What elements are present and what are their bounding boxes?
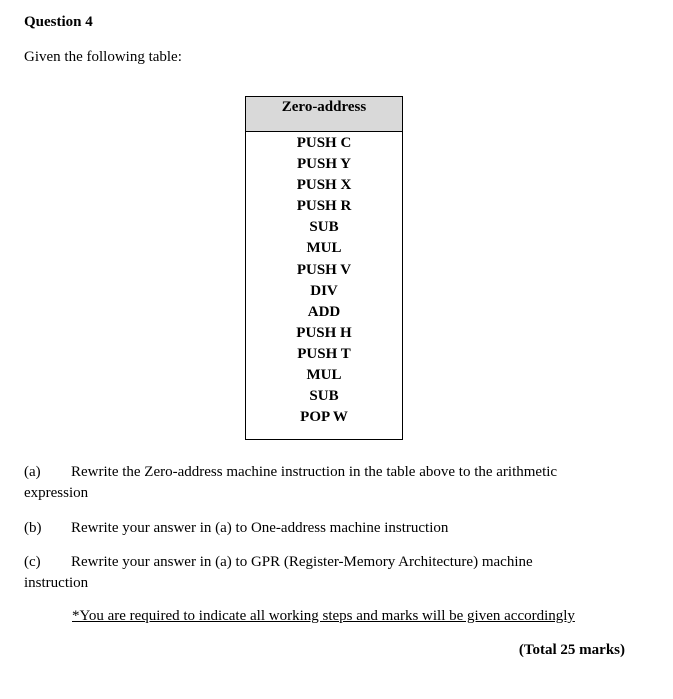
part-a-label: (a) <box>24 464 41 480</box>
table-row: PUSH R <box>296 198 352 215</box>
table-row: DIV <box>310 282 338 299</box>
part-b-label: (b) <box>24 520 42 536</box>
table-row: PUSH C <box>296 135 352 151</box>
table-row: ADD <box>307 303 341 320</box>
table-row: PUSH V <box>296 261 352 278</box>
intro-text: Given the following table: <box>24 49 182 65</box>
part-a-text: Rewrite the Zero-address machine instruction in the table above to the arithmetic <box>71 464 558 480</box>
question-title: Question 4 <box>24 14 93 30</box>
table-row: POP W <box>300 409 348 426</box>
table-row: MUL <box>306 240 342 257</box>
table-row: MUL <box>306 367 342 384</box>
total-marks: (Total 25 marks) <box>518 642 625 658</box>
table-row: PUSH X <box>296 177 352 194</box>
part-c <box>24 552 624 594</box>
table-row: PUSH T <box>297 345 351 362</box>
table-row: PUSH Y <box>296 156 352 173</box>
part-b-text: Rewrite your answer in (a) to One-address machine instruction <box>71 520 449 536</box>
part-a-continuation: expression <box>24 485 89 501</box>
part-c-text: Rewrite your answer in (a) to GPR (Register-Memory Architecture) machine <box>71 554 533 570</box>
instruction-table <box>245 96 403 440</box>
part-a <box>24 462 624 504</box>
table-row: PUSH H <box>296 324 352 341</box>
part-b <box>24 518 624 539</box>
table-header: Zero-address <box>246 97 402 132</box>
table-body <box>246 132 402 428</box>
table-row: SUB <box>309 219 339 236</box>
part-c-label: (c) <box>24 554 41 570</box>
instruction-note: *You are required to indicate all working steps and marks will be given accordingly <box>72 608 575 624</box>
part-c-continuation: instruction <box>24 575 89 591</box>
table-row: SUB <box>309 388 339 405</box>
